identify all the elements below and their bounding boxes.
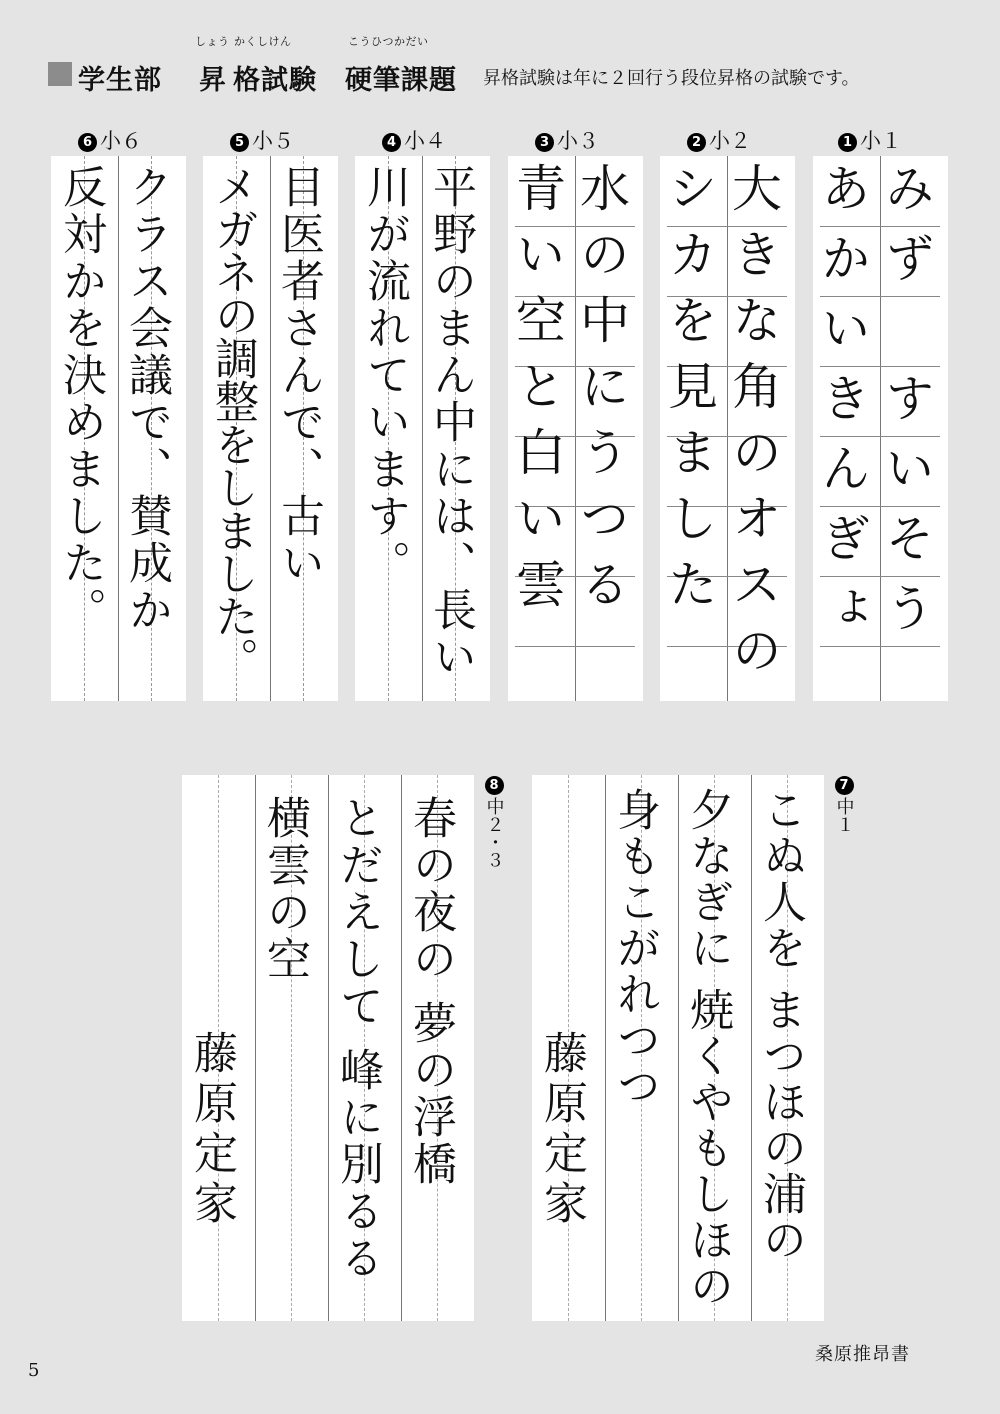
number-badge: 6 bbox=[78, 133, 97, 152]
department-title: 学生部 bbox=[78, 65, 162, 96]
ruby-kakushiken: かくしけん bbox=[234, 35, 292, 48]
poem-line: こぬ人を まつほの浦の bbox=[755, 787, 806, 1263]
poem-line: 春の夜の 夢の浮橋 bbox=[405, 795, 456, 1188]
poem-line: 身もこがれつつ bbox=[609, 787, 660, 1109]
text-column: シカを見ました bbox=[660, 162, 718, 624]
panel-label-6: 6 小６ bbox=[78, 128, 142, 154]
writing-panel-2 bbox=[660, 156, 795, 701]
poem-panel-8 bbox=[182, 775, 474, 1321]
poem-author: 藤原定家 bbox=[186, 1030, 237, 1230]
poem-line: 横雲の空 bbox=[259, 795, 310, 983]
poem-line: とだえして 峰に別るる bbox=[332, 795, 383, 1282]
writing-panel-3 bbox=[508, 156, 643, 701]
ruby-kouhitsukadai: こうひつかだい bbox=[348, 35, 429, 48]
text-column: 平野のまん中には、長い bbox=[425, 164, 476, 681]
text-column: 青い空と白い雲 bbox=[508, 162, 566, 624]
exam-word-1: 昇 bbox=[199, 65, 227, 96]
number-badge: 4 bbox=[382, 133, 401, 152]
poem-label-7: 7 中１ bbox=[833, 778, 855, 833]
panel-label-1: 1 小１ bbox=[838, 128, 902, 154]
text-column: 水の中にうつる bbox=[572, 162, 630, 624]
header-square-icon bbox=[48, 62, 72, 86]
text-column: 反対かを決めました。 bbox=[55, 164, 106, 634]
ruby-shou: しょう bbox=[195, 35, 230, 48]
header-description: 昇格試験は年に２回行う段位昇格の試験です。 bbox=[483, 68, 860, 89]
exam-word-2: 格試験 bbox=[233, 65, 317, 96]
poem-author: 藤原定家 bbox=[536, 1030, 587, 1230]
poem-line: 夕なぎに 焼くやもしほの bbox=[682, 787, 733, 1309]
number-badge: 1 bbox=[838, 133, 857, 152]
text-column: メガネの調整をしました。 bbox=[207, 164, 258, 680]
page-number: 5 bbox=[28, 1360, 40, 1381]
panel-label-2: 2 小２ bbox=[687, 128, 751, 154]
number-badge: 3 bbox=[535, 133, 554, 152]
panel-label-5: 5 小５ bbox=[230, 128, 294, 154]
poem-panel-7 bbox=[532, 775, 824, 1321]
writing-panel-6 bbox=[51, 156, 186, 701]
number-badge: 2 bbox=[687, 133, 706, 152]
text-column: 川が流れています。 bbox=[359, 164, 410, 587]
page-header bbox=[48, 28, 968, 96]
calligrapher-credit: 桑原推昂書 bbox=[815, 1344, 910, 1365]
number-badge: 7 bbox=[835, 776, 854, 795]
writing-panel-4 bbox=[355, 156, 490, 701]
text-column: 目医者さんで、古い bbox=[273, 164, 324, 587]
text-column: クラス会議で、賛成か bbox=[121, 164, 172, 634]
number-badge: 5 bbox=[230, 133, 249, 152]
poem-label-8: 8 中２・３ bbox=[483, 778, 505, 869]
text-column: 大きな角のオスの bbox=[724, 162, 782, 690]
task-title: 硬筆課題 bbox=[345, 65, 457, 96]
text-column: みず すいそう bbox=[877, 162, 935, 652]
text-column: あかいきんぎょ bbox=[813, 162, 871, 652]
panel-label-3: 3 小３ bbox=[535, 128, 599, 154]
number-badge: 8 bbox=[485, 776, 504, 795]
writing-panel-1 bbox=[813, 156, 948, 701]
panel-label-4: 4 小４ bbox=[382, 128, 446, 154]
writing-panel-5 bbox=[203, 156, 338, 701]
